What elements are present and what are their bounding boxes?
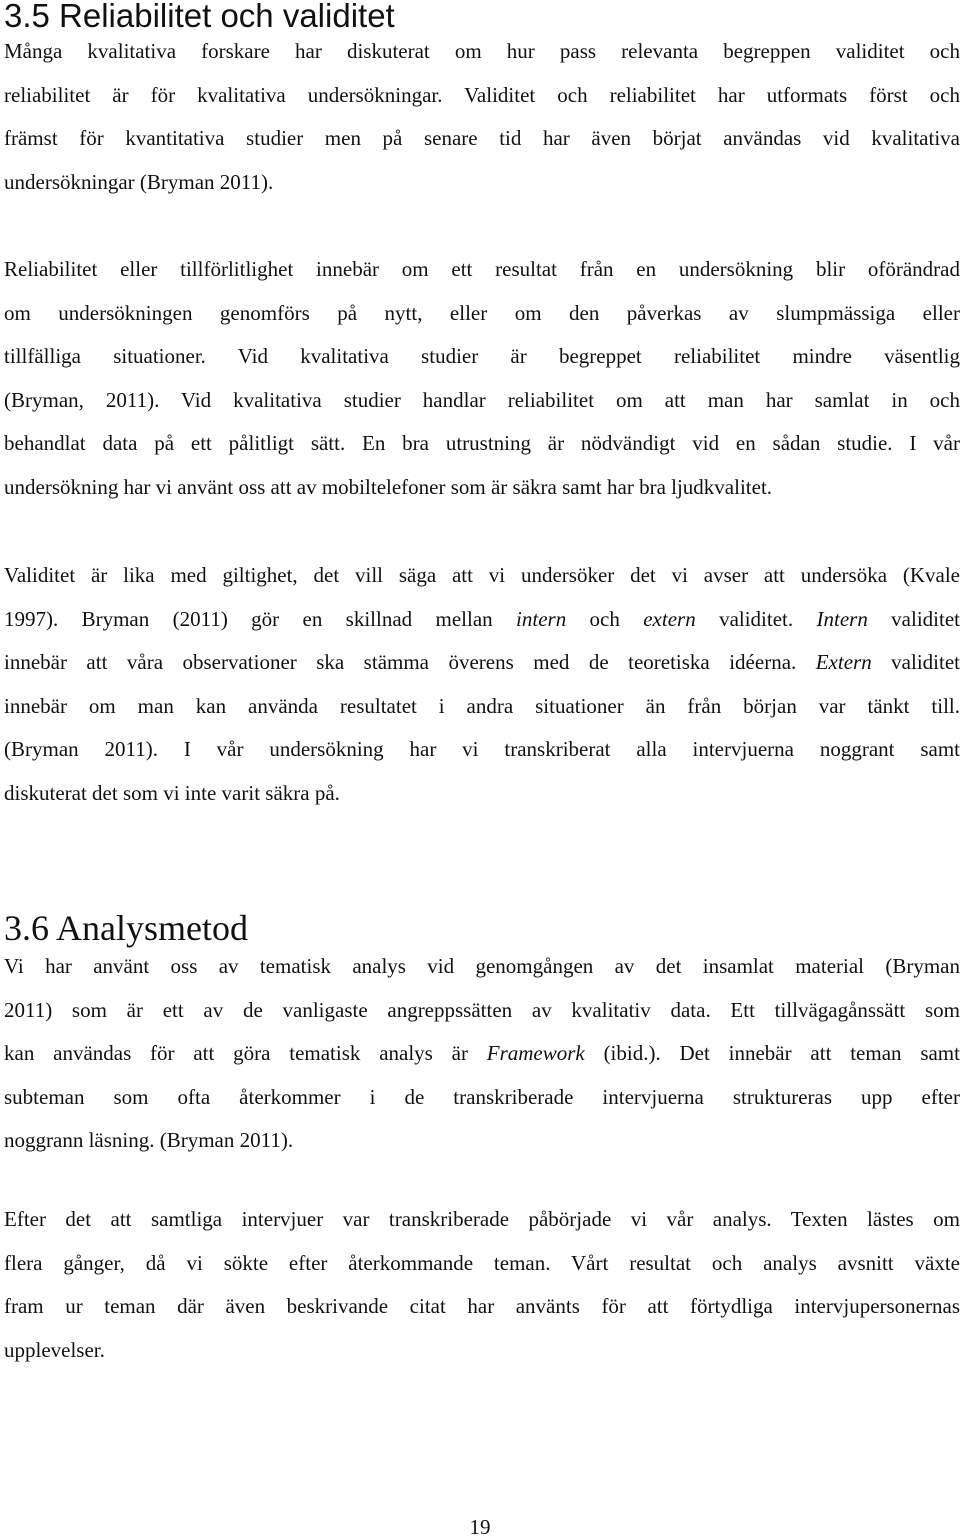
text-line: fram ur teman där även beskrivande citat har använts för att förtydliga intervjupersonernas <box>4 1294 960 1318</box>
paragraph-qualitative-researchers <box>4 30 960 204</box>
text-line: främst för kvantitativa studier men på senare tid har även börjat användas vid kvalitativa <box>4 126 960 150</box>
text-segment: kan användas för att göra tematisk analys är <box>4 1041 487 1065</box>
text-line: behandlat data på ett pålitligt sätt. En bra utrustning är nödvändigt vid en sådan studie. I vår <box>4 431 960 455</box>
page-number: 19 <box>469 1515 491 1539</box>
text-line: 2011) som är ett av de vanligaste angreppssätten av kvalitativ data. Ett tillvägagånssätt som <box>4 997 960 1022</box>
text-segment: (ibid.). Det innebär att teman samt <box>584 1041 960 1065</box>
text-line: Många kvalitativa forskare har diskuterat om hur pass relevanta begreppen validitet och <box>4 39 960 63</box>
text-line: undersökning har vi använt oss att av mobiltelefoner som är säkra samt har bra ljudkvalitet. <box>4 474 773 499</box>
text-line: Efter det att samtliga intervjuer var transkriberade påbörjade vi vår analys. Texten lästes om <box>4 1207 960 1231</box>
section-heading-analysis-method: 3.6 Analysmetod <box>4 908 248 948</box>
text-line: Validitet är lika med giltighet, det vill säga att vi undersöker det vi avser att undersöka (Kvale <box>4 563 960 587</box>
text-line: noggrann läsning. (Bryman 2011). <box>4 1128 294 1152</box>
text-line: flera gånger, då vi sökte efter återkommande teman. Vårt resultat och analys avsnitt växte <box>4 1250 960 1275</box>
text-segment: och <box>566 606 644 631</box>
text-segment: validitet <box>867 606 960 631</box>
text-line: reliabilitet är för kvalitativa undersökningar. Validitet och reliabilitet har utformats först och <box>4 82 960 107</box>
section-heading-reliability-validity: 3.5 Reliabilitet och validitet <box>4 0 395 34</box>
text-line: (Bryman, 2011). Vid kvalitativa studier handlar reliabilitet om att man har samlat in och <box>4 387 960 412</box>
paragraph-analysis-process <box>4 1198 960 1372</box>
text-segment: validitet. <box>695 606 817 631</box>
text-segment: 1997). Bryman (2011) gör en skillnad mellan <box>4 606 517 631</box>
italic-term-extern: Extern <box>815 650 872 674</box>
paragraph-thematic-analysis <box>4 945 960 1163</box>
text-line: om undersökningen genomförs på nytt, eller om den påverkas av slumpmässiga eller <box>4 300 960 325</box>
paragraph-validity <box>4 554 960 815</box>
text-line: innebär om man kan använda resultatet i andra situationer än från början var tänkt till. <box>4 693 960 718</box>
italic-term-intern: intern <box>516 606 567 631</box>
text-segment: innebär att våra observationer ska stämma överens med de teoretiska idéerna. <box>4 650 816 674</box>
text-line <box>4 641 960 685</box>
text-line <box>4 598 960 642</box>
italic-term-framework: Framework <box>486 1041 585 1065</box>
text-segment: validitet <box>871 650 960 674</box>
text-line: (Bryman 2011). I vår undersökning har vi transkriberat alla intervjuerna noggrant samt <box>4 737 960 761</box>
text-line: subteman som ofta återkommer i de transkriberade intervjuerna struktureras upp efter <box>4 1084 960 1109</box>
text-line: tillfälliga situationer. Vid kvalitativa studier är begreppet reliabilitet mindre väsentlig <box>4 344 960 368</box>
paragraph-reliability <box>4 248 960 509</box>
text-line: Vi har använt oss av tematisk analys vid genomgången av det insamlat material (Bryman <box>4 954 960 978</box>
text-line: upplevelser. <box>4 1337 105 1362</box>
italic-term-intern: Intern <box>816 606 868 631</box>
text-line: diskuterat det som vi inte varit säkra på. <box>4 780 340 805</box>
italic-term-extern: extern <box>643 606 696 631</box>
text-line: Reliabilitet eller tillförlitlighet innebär om ett resultat från en undersökning blir oförändrad <box>4 257 960 281</box>
text-line: undersökningar (Bryman 2011). <box>4 169 274 194</box>
text-line <box>4 1032 960 1076</box>
